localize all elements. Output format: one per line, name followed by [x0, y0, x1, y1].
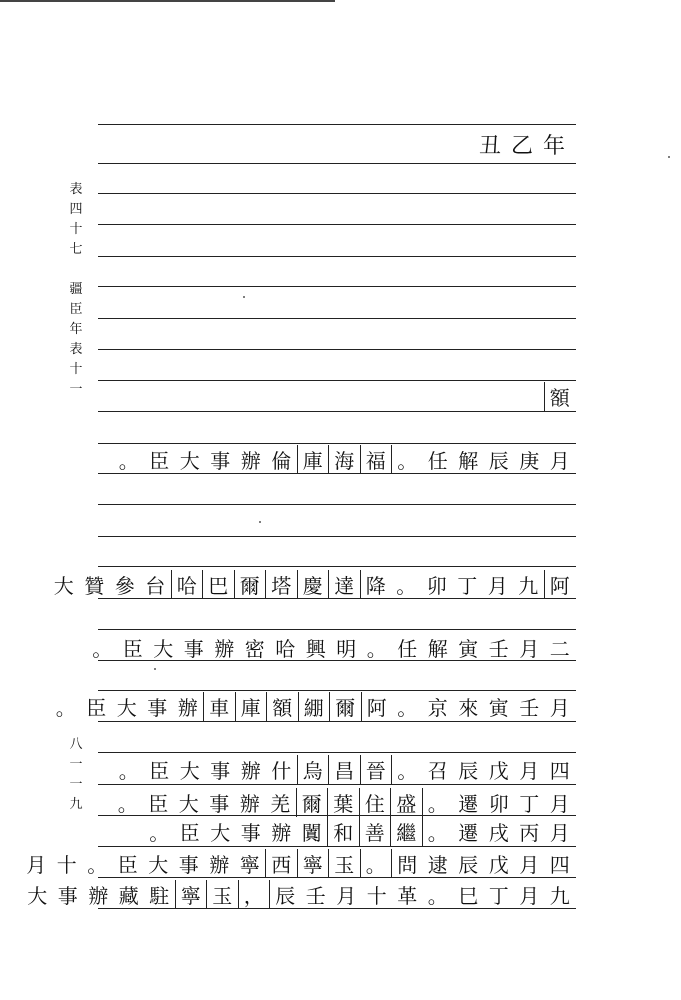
table-rule [98, 536, 576, 537]
entry-char: 寧 [175, 880, 207, 909]
entry-char: 額 [266, 692, 298, 721]
entry-char: 密 [244, 636, 265, 661]
entry-char: 。 [396, 573, 417, 598]
entry-char: 辦 [271, 820, 292, 845]
entry-char: 明 [336, 636, 357, 661]
entry-char: 二 [549, 636, 570, 661]
entry-char: 任 [397, 636, 418, 661]
entry-char: 台 [145, 573, 166, 598]
entry-char: 月 [26, 852, 47, 877]
entry-char: 爾 [234, 570, 266, 599]
entry-char: 辦 [239, 791, 260, 816]
side-title-char: 四 [69, 202, 83, 217]
entry-char: 九 [549, 883, 570, 908]
side-title-char: 臣 [69, 302, 83, 317]
entry-char: 臣 [117, 852, 138, 877]
entry-char: 辰 [458, 852, 479, 877]
entry-char: 。 [397, 695, 418, 720]
entry-char: 哈 [275, 636, 296, 661]
table-row [21, 848, 575, 878]
side-title-gap [66, 260, 86, 280]
entry-char: 。 [427, 883, 448, 908]
side-title-char: 一 [69, 382, 83, 397]
entry-char: 十 [56, 852, 77, 877]
entry-char: 羌 [270, 791, 291, 816]
table-rule [98, 256, 576, 257]
table-rule [98, 124, 576, 125]
entry-char: 辦 [209, 852, 230, 877]
table-rule [98, 318, 576, 319]
entry-char: 寅 [458, 636, 479, 661]
entry-char: 降 [360, 570, 392, 599]
ink-speck [259, 521, 261, 523]
entry-char: 塔 [265, 570, 297, 599]
table-row [544, 381, 576, 411]
entry-char: 辦 [214, 636, 235, 661]
page-number [66, 735, 86, 815]
entry-char: 任 [427, 448, 448, 473]
entry-char: 月 [519, 636, 540, 661]
table-rule [98, 566, 576, 567]
entry-char: 遷 [458, 791, 479, 816]
table-rule [98, 784, 576, 785]
entry-char: 寧 [297, 849, 329, 878]
entry-char: 壬 [305, 883, 326, 908]
entry-char: 福 [360, 445, 392, 474]
entry-char: 丙 [519, 820, 540, 845]
entry-char: 。 [92, 636, 113, 661]
table-rule [98, 846, 576, 847]
entry-char: 寧 [239, 852, 260, 877]
entry-char: 烏 [297, 755, 329, 784]
table-row [49, 569, 576, 599]
entry-char: 。 [366, 636, 387, 661]
entry-char: 什 [271, 758, 292, 783]
entry-char: 興 [305, 636, 326, 661]
table-row [114, 444, 576, 474]
table-rule [98, 411, 576, 412]
entry-char: 。 [391, 755, 423, 784]
entry-char: 解 [458, 448, 479, 473]
entry-char: 。 [55, 695, 76, 720]
entry-char: 事 [57, 883, 78, 908]
entry-char: 庫 [297, 445, 329, 474]
entry-char: 月 [487, 573, 508, 598]
entry-char: 月 [519, 883, 540, 908]
table-rule [98, 349, 576, 350]
entry-char: 問 [391, 849, 423, 878]
entry-char: 綳 [298, 692, 330, 721]
entry-char: 戌 [488, 820, 509, 845]
entry-char: 參 [114, 573, 135, 598]
entry-char: 大 [178, 791, 199, 816]
entry-char: 壬 [519, 695, 540, 720]
entry-char: 月 [549, 820, 570, 845]
entry-char: 。 [391, 445, 423, 474]
entry-char: 卯 [426, 573, 447, 598]
entry-char: 藏 [118, 883, 139, 908]
entry-char: 辦 [240, 448, 261, 473]
year-header [479, 128, 575, 160]
entry-char: 玉 [328, 849, 360, 878]
entry-char: 臣 [148, 791, 169, 816]
entry-char: 召 [427, 758, 448, 783]
entry-char: 。 [422, 817, 454, 846]
entry-char: 。 [422, 788, 454, 817]
entry-char: 西 [265, 849, 297, 878]
ink-speck [243, 296, 245, 298]
entry-char: 月 [519, 758, 540, 783]
entry-char: 庚 [519, 448, 540, 473]
table-row [113, 787, 576, 817]
side-title-char: 表 [69, 342, 83, 357]
year-header-char: 丑乙年 [478, 133, 575, 159]
entry-char: 慶 [297, 570, 329, 599]
entry-char: 贊 [84, 573, 105, 598]
entry-char: 月 [549, 695, 570, 720]
entry-char: 解 [427, 636, 448, 661]
entry-char: 大 [179, 758, 200, 783]
entry-char: 臣 [179, 820, 200, 845]
entry-char: 臣 [149, 448, 170, 473]
entry-char: 事 [210, 448, 231, 473]
entry-char: 臣 [86, 695, 107, 720]
entry-char: ， [238, 880, 270, 909]
entry-char: 辦 [240, 758, 261, 783]
side-title-char: 七 [69, 242, 83, 257]
entry-char: 爾 [296, 788, 328, 817]
entry-char: 倫 [271, 448, 292, 473]
entry-char: 額 [544, 382, 576, 411]
table-rule [98, 752, 576, 753]
entry-char: 。 [87, 852, 108, 877]
entry-char: 哈 [171, 570, 203, 599]
entry-char: 事 [210, 758, 231, 783]
entry-char: 。 [117, 791, 138, 816]
entry-char: 葉 [327, 788, 359, 817]
table-row [144, 816, 575, 846]
entry-char: 闐 [301, 820, 322, 845]
entry-char: 戊 [488, 758, 509, 783]
page-number-char: 一 [69, 757, 83, 772]
entry-char: 京 [427, 695, 448, 720]
page-number-char: 九 [69, 797, 83, 812]
entry-char: 丁 [519, 791, 540, 816]
table-rule [98, 193, 576, 194]
entry-char: 大 [116, 695, 137, 720]
entry-char: 爾 [329, 692, 361, 721]
entry-char: 繼 [390, 817, 422, 846]
entry-char: 辰 [269, 880, 301, 909]
entry-char: 。 [360, 849, 392, 878]
side-title-char: 疆 [69, 282, 83, 297]
entry-char: 九 [518, 573, 539, 598]
entry-char: 逮 [427, 852, 448, 877]
entry-char: 月 [519, 852, 540, 877]
entry-char: 來 [458, 695, 479, 720]
entry-char: 盛 [390, 788, 422, 817]
entry-char: 。 [118, 448, 139, 473]
entry-char: 月 [336, 883, 357, 908]
entry-char: 昌 [328, 755, 360, 784]
entry-char: 大 [148, 852, 169, 877]
entry-char: 事 [240, 820, 261, 845]
ink-speck [154, 668, 156, 670]
entry-char: 阿 [544, 570, 576, 599]
entry-char: 大 [53, 573, 74, 598]
entry-char: 戊 [488, 852, 509, 877]
entry-char: 大 [179, 448, 200, 473]
entry-char: 事 [178, 852, 199, 877]
table-rule [98, 286, 576, 287]
entry-char: 月 [549, 448, 570, 473]
entry-char: 壬 [488, 636, 509, 661]
entry-char: 四 [549, 758, 570, 783]
entry-char: 十 [366, 883, 387, 908]
entry-char: 大 [153, 636, 174, 661]
table-rule [98, 163, 576, 164]
side-title-char: 十 [69, 362, 83, 377]
table-row [51, 691, 576, 721]
entry-char: 寅 [488, 695, 509, 720]
side-title-char: 十 [69, 222, 83, 237]
entry-char: 辰 [458, 758, 479, 783]
entry-char: 玉 [206, 880, 238, 909]
entry-char: 住 [359, 788, 391, 817]
table-rule [98, 504, 576, 505]
side-title [66, 180, 86, 400]
table-rule [98, 721, 576, 722]
side-title-char: 表 [69, 182, 83, 197]
side-title-char: 年 [69, 322, 83, 337]
entry-char: 辰 [488, 448, 509, 473]
entry-char: 四 [549, 852, 570, 877]
table-rule [98, 224, 576, 225]
entry-char: 臣 [149, 758, 170, 783]
entry-char: 丁 [488, 883, 509, 908]
entry-char: 達 [328, 570, 360, 599]
table-row [22, 879, 575, 909]
entry-char: 卯 [488, 791, 509, 816]
entry-char: 丁 [457, 573, 478, 598]
table-rule [98, 380, 576, 381]
entry-char: 革 [397, 883, 418, 908]
entry-char: 臣 [122, 636, 143, 661]
table-row [114, 754, 576, 784]
entry-char: 大 [210, 820, 231, 845]
entry-char: 大 [27, 883, 48, 908]
entry-char: 庫 [235, 692, 267, 721]
entry-char: 和 [327, 817, 359, 846]
entry-char: 海 [328, 445, 360, 474]
entry-char: 事 [183, 636, 204, 661]
entry-char: 辦 [177, 695, 198, 720]
entry-char: 月 [549, 791, 570, 816]
entry-char: 事 [147, 695, 168, 720]
table-rule [98, 629, 576, 630]
entry-char: 。 [118, 758, 139, 783]
entry-char: 事 [209, 791, 230, 816]
page-number-char: 八 [69, 737, 83, 752]
page-number-char: 一 [69, 777, 83, 792]
entry-char: 善 [359, 817, 391, 846]
ink-speck [668, 156, 670, 158]
entry-char: 阿 [361, 692, 393, 721]
entry-char: 辦 [88, 883, 109, 908]
entry-char: 駐 [149, 883, 170, 908]
entry-char: 。 [149, 820, 170, 845]
table-row [87, 632, 575, 662]
entry-char: 巳 [458, 883, 479, 908]
entry-char: 遷 [458, 820, 479, 845]
entry-char: 車 [203, 692, 235, 721]
entry-char: 晉 [360, 755, 392, 784]
entry-char: 巴 [202, 570, 234, 599]
top-border-line [0, 0, 335, 2]
